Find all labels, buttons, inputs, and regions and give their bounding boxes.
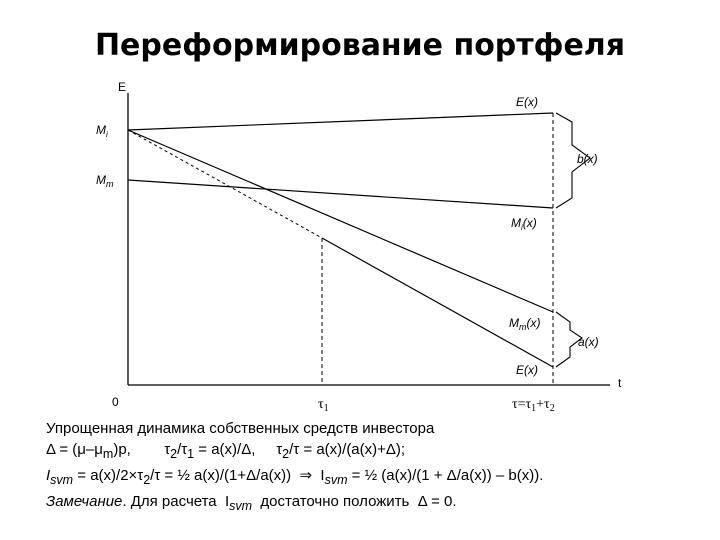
- Ex-top-label: E(x): [516, 95, 538, 109]
- line-Mi-to-Ex-top: [128, 113, 553, 130]
- Mm-label: $M_m$: [96, 173, 114, 189]
- tau-sum-label: $\tau=\tau_1+\tau_2$: [512, 397, 555, 414]
- Mix-label: $M_i(x)$: [511, 216, 537, 232]
- origin-label: 0: [112, 395, 119, 409]
- Mmx-label: $M_m(x)$: [509, 316, 541, 332]
- notes-line-3: $I_{svm} = a(x)/2\times\tau_2/\tau$ = ½ a(x)/(1+Δ/a(x)) ⇒ $I_{svm}$ = ½ (a(x)/(1 + Δ/a(x)) – b(x)).: [46, 467, 544, 487]
- line-Mm-to-Mix: [128, 180, 553, 208]
- page-title: Переформирование портфеля: [94, 28, 626, 63]
- notes-line-4: Замечание. Для расчета $I_{svm}$ достаточно положить Δ = 0.: [46, 493, 457, 513]
- ax-label: a(x): [578, 335, 599, 349]
- notes-line-2: $\Delta = (\mu-\mu_m)p$, $\tau_2/\tau_1 = a(x)/\Delta$, $\tau_2/\tau = a(x)/(a(x)+\Delta)$;: [46, 441, 406, 461]
- line-tau1-to-Ex-bottom: [322, 238, 553, 367]
- Ex-bottom-label: E(x): [516, 363, 538, 377]
- line-Mi-to-Mmx: [128, 130, 553, 312]
- y-axis-label: E: [118, 80, 127, 94]
- bx-label: b(x): [577, 152, 598, 166]
- Mi-label: $M_i$: [96, 123, 108, 139]
- notes-line-1: Упрощенная динамика собственных средств инвестора: [46, 420, 435, 437]
- tau1-label: $\tau_1$: [318, 397, 329, 414]
- x-axis-label: t: [618, 376, 622, 390]
- formula-notes: [46, 418, 716, 517]
- line-Mi-dashed-to-tau1: [128, 130, 322, 238]
